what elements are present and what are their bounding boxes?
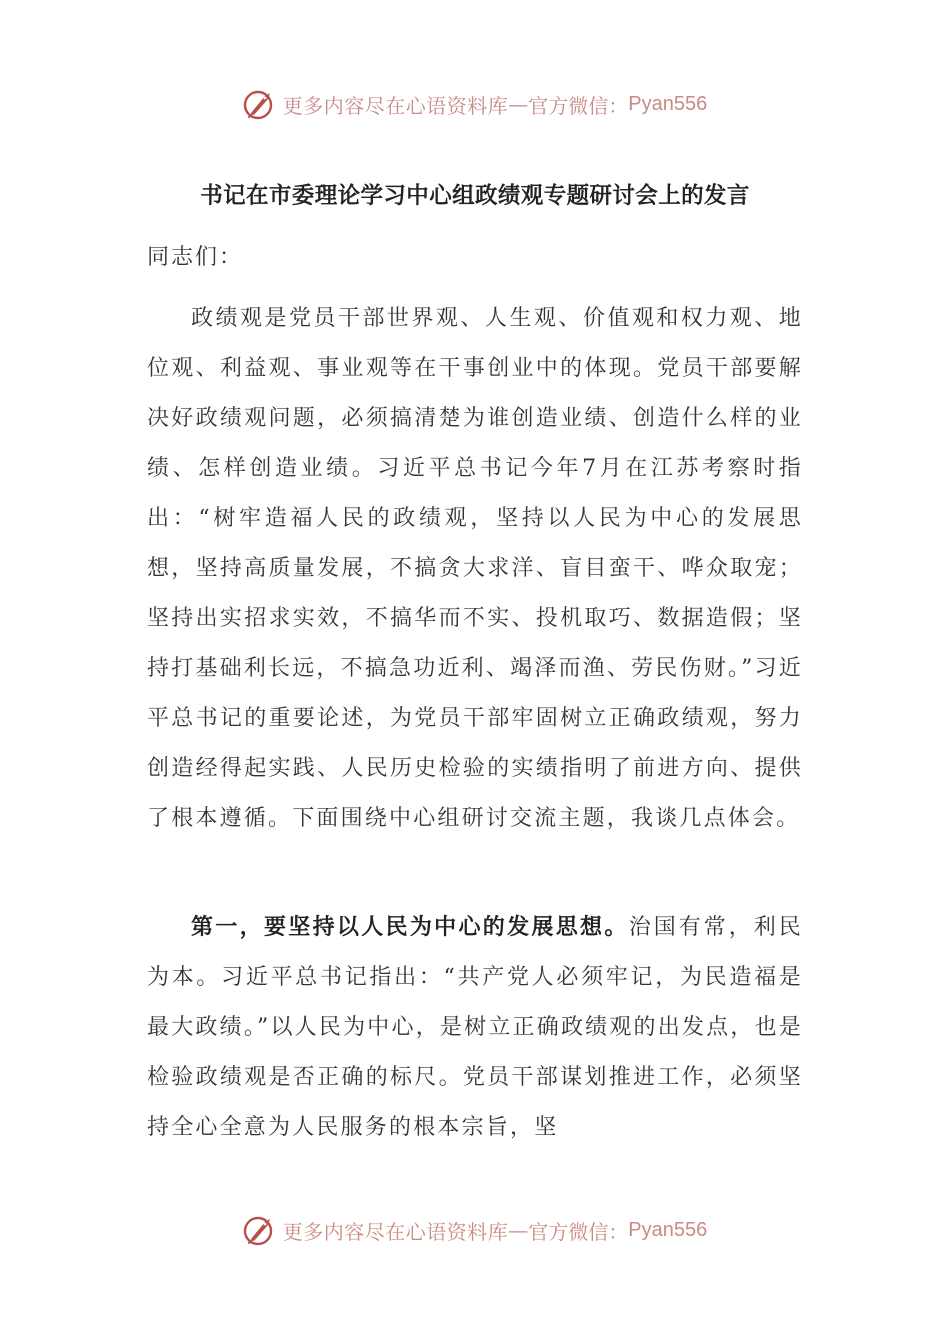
- banner-wechat-label: 官方微信：: [528, 93, 629, 118]
- document-title: 书记在市委理论学习中心组政绩观专题研讨会上的发言: [200, 183, 750, 209]
- banner-wechat-label: 官方微信：: [528, 1219, 629, 1244]
- footer-banner: [0, 1210, 950, 1250]
- pen-nib-logo-icon: [243, 1213, 277, 1247]
- paragraph-2-body: 治国有常，利民为本。习近平总书记指出：“共产党人必须牢记，为民造福是最大政绩。”以人民为中心，是树立正确政绩观的出发点，也是检验政绩观是否正确的标尺。党员干部谋划推进工作，必须坚持全心全意为人民服务的根本宗旨，坚: [147, 915, 803, 1140]
- paragraph-2: [147, 903, 803, 1153]
- header-banner: [0, 84, 950, 124]
- banner-wechat-id: Pyan556: [628, 1218, 708, 1241]
- pen-nib-logo-icon: [243, 87, 277, 121]
- salutation: 同志们：: [147, 245, 244, 270]
- banner-text: 更多内容尽在心语资料库: [282, 1219, 509, 1244]
- banner-separator: —: [508, 92, 529, 116]
- banner-text: 更多内容尽在心语资料库: [282, 93, 509, 118]
- paragraph-2-heading: 第一，要坚持以人民为中心的发展思想。: [191, 915, 629, 940]
- paragraph-1: 政绩观是党员干部世界观、人生观、价值观和权力观、地位观、利益观、事业观等在干事创业中的体现。党员干部要解决好政绩观问题，必须搞清楚为谁创造业绩、创造什么样的业绩、怎样创造业绩。习近平总书记今年7月在江苏考察时指出：“树牢造福人民的政绩观，坚持以人民为中心的发展思想，坚持高质量发展，不搞贪大求洋、盲目蛮干、哗众取宠；坚持出实招求实效，不搞华而不实、投机取巧、数据造假；坚持打基础利长远，不搞急功近利、竭泽而渔、劳民伤财。”习近平总书记的重要论述，为党员干部牢固树立正确政绩观，努力创造经得起实践、人民历史检验的实绩指明了前进方向、提供了根本遵循。下面围绕中心组研讨交流主题，我谈几点体会。: [147, 306, 803, 831]
- banner-wechat-id: Pyan556: [628, 92, 708, 115]
- banner-separator: —: [508, 1218, 529, 1242]
